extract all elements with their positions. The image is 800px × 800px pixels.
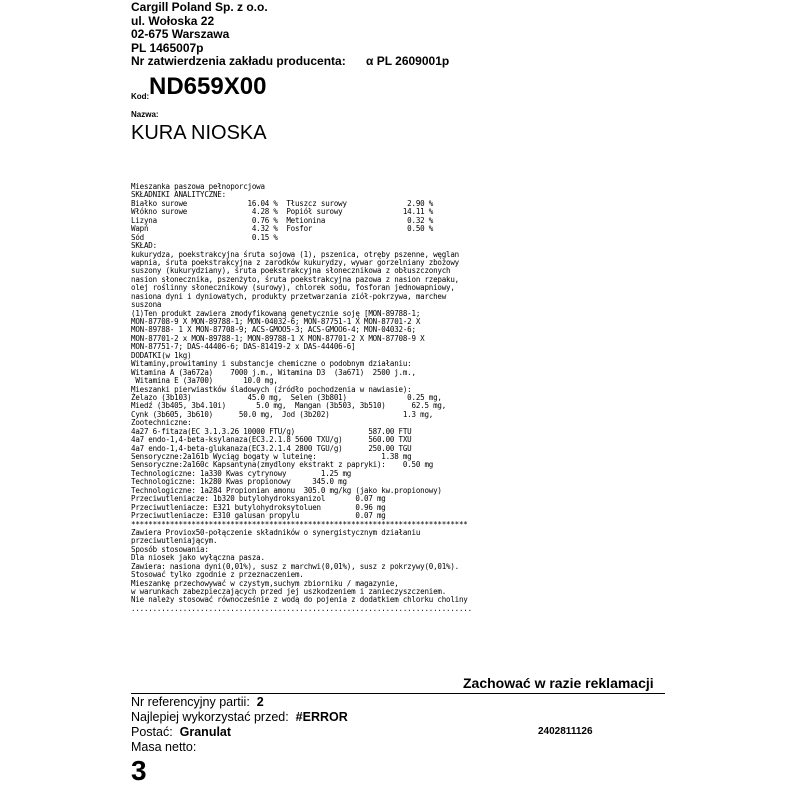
composition-line: Witamina E (3a700) 10.0 mg, <box>131 376 278 386</box>
composition-line: nasion słonecznika, pszenżyto, śruta poekstrakcyjna pazowa z nasion rzepaku, <box>131 274 459 284</box>
composition-block <box>131 183 771 613</box>
composition-line: (1)Ten produkt zawiera zmodyfikowaną genetycznie soję [MON-89788-1; <box>131 308 421 318</box>
composition-line: 4a7 endo-1,4-beta-ksylanaza(EC3.2.1.8 5600 TXU/g) 560.00 TXU <box>131 435 412 445</box>
composition-line: olej roślinny słonecznikowy (surowy), chlorek sodu, fosforan jednowapniowy, <box>131 283 455 293</box>
reference-number: 2402811126 <box>538 726 593 737</box>
composition-line: MON-87751-7; DAS-44406-6; DAS-81419-2 x DAS-44406-6] <box>131 342 356 352</box>
composition-line: Lizyna 0.76 % Metionina 0.32 % <box>131 215 434 225</box>
composition-line: 4a27 6-fitaza(EC 3.1.3.26 10000 FTU/g) 587.00 FTU <box>131 426 412 436</box>
composition-line: Technologiczne: 1a330 Kwas cytrynowy 1.25 mg <box>131 468 352 478</box>
composition-line: nasiona dyni i dyniowatych, produkty przetwarzania ziół-pokrzywa, marchew <box>131 291 447 301</box>
composition-line: Przeciwutleniacze: 1b320 butylohydroksyanizol 0.07 mg <box>131 494 386 504</box>
composition-line: suszony (kukurydziany), śruta poekstrakcyjna słonecznikowa z obłuszczonych <box>131 266 451 276</box>
composition-line: Mieszanka paszowa pełnoporcjowa <box>131 182 265 191</box>
composition-line: Mieszanki pierwiastków śladowych (źródło pochodzenia w nawiasie): <box>131 384 412 394</box>
composition-line: Stosować tylko zgodnie z przeznaczeniem. <box>131 570 304 580</box>
composition-line: Witaminy,prowitaminy i substancje chemiczne o podobnym działaniu: <box>131 359 412 369</box>
composition-line: Zawiera Proviox50-połączenie składników o synergistycznym działaniu <box>131 527 421 537</box>
composition-line: przeciwutleniającym. <box>131 536 218 546</box>
composition-line: Dla niosek jako wyłączna pasza. <box>131 553 265 563</box>
best-before-value: #ERROR <box>295 710 348 724</box>
net-mass-value: 3 <box>131 755 147 786</box>
composition-line: Technologiczne: 1a284 Propionian amonu 305.0 mg/kg (jako kw.propionowy) <box>131 485 442 495</box>
composition-line: Witamina A (3a672a) 7000 j.m., Witamina D3 (3a671) 2500 j.m., <box>131 367 416 377</box>
keep-notice: Zachować w razie reklamacji <box>463 675 654 691</box>
composition-line: ............................................................................... <box>131 603 472 613</box>
code-label: Kod: <box>131 92 150 101</box>
composition-line: ****************************************************************************** <box>131 519 468 529</box>
best-before-label: Najlepiej wykorzystać przed: <box>131 710 289 724</box>
approval-label: Nr zatwierdzenia zakładu producenta: <box>131 54 346 68</box>
composition-line: Zootechniczne: <box>131 418 192 428</box>
composition-line: Przeciwutleniacze: E310 galusan propylu 0.07 mg <box>131 511 386 521</box>
composition-line: Białko surowe 16.04 % Tłuszcz surowy 2.90 % <box>131 198 434 208</box>
batch-label: Nr referencyjny partii: <box>131 695 250 709</box>
composition-line: Mieszankę przechowywać w czystym,suchym zbiorniku / magazynie, <box>131 578 399 588</box>
company-street: ul. Wołoska 22 <box>131 13 215 28</box>
form-value: Granulat <box>179 725 232 739</box>
composition-line: Sensoryczne:2a160c Kapsantyna(zmydlony ekstrakt z papryki): 0.50 mg <box>131 460 434 470</box>
composition-line: Technologiczne: 1k280 Kwas propionowy 345.0 mg <box>131 477 347 487</box>
composition-line: Zawiera: nasiona dyni(0,01%), susz z marchwi(0,01%), susz z pokrzywy(0,01%). <box>131 561 459 571</box>
batch-value: 2 <box>256 695 264 709</box>
composition-line: wapnia, śruta poekstrakcyjna z zarodków kukurydzy, wywar gorzelniany zbożowy <box>131 257 459 267</box>
composition-line: DODATKI(w 1kg) <box>131 350 192 360</box>
composition-line: MON-87708-9 X MON-89788-1; MON-04032-6; MON-87751-1 X MON-87701-2 X <box>131 317 421 326</box>
footer-divider <box>131 693 665 694</box>
composition-line: w warunkach zabezpieczających przed jej uszkodzeniem i zanieczyszczeniem. <box>131 587 447 596</box>
composition-line: MON-87701-2 x MON-89788-1; MON-89788-1 X MON-87701-2 X MON-87708-9 X <box>131 333 425 343</box>
product-code: ND659X00 <box>149 73 267 100</box>
name-label: Nazwa: <box>131 110 159 119</box>
form-row <box>131 725 231 740</box>
composition-line: 4a7 endo-1,4-beta-glukanaza(EC3.2.1.4 2800 TGU/g) 250.00 TGU <box>131 443 412 453</box>
batch-row <box>131 695 264 710</box>
composition-line: suszona <box>131 300 162 310</box>
composition-line: Sensoryczne:2a161b Wyciąg bogaty w luteinę: 1.38 mg <box>131 452 412 461</box>
composition-line: Sposób stosowania: <box>131 544 209 554</box>
composition-line: Żelazo (3b103) 45.0 mg, Selen (3b801) 0.25 mg, <box>131 392 442 402</box>
composition-line: Włókno surowe 4.28 % Popiół surowy 14.11 % <box>131 207 434 217</box>
net-mass-label: Masa netto: <box>131 740 197 754</box>
form-label: Postać: <box>131 725 173 739</box>
composition-line: SKŁADNIKI ANALITYCZNE: <box>131 190 226 200</box>
company-name: Cargill Poland Sp. z o.o. <box>131 0 268 14</box>
composition-line: kukurydza, poekstrakcyjna śruta sojowa (1), pszenica, otręby pszenne, węglan <box>131 249 459 259</box>
approval-value: α PL 2609001p <box>366 54 450 68</box>
composition-line: Nie należy stosować równocześnie z wodą do pojenia z dodatkiem chlorku choliny <box>131 595 468 605</box>
composition-line: Przeciwutleniacze: E321 butylohydroksytoluen 0.96 mg <box>131 502 386 512</box>
company-vet-number: PL 1465007p <box>131 40 204 55</box>
product-name: KURA NIOSKA <box>131 122 267 144</box>
composition-line: Miedź (3b405, 3b4.10i) 5.0 mg, Mangan (3b503, 3b510) 62.5 mg, <box>131 401 447 411</box>
composition-line: MON-89788- 1 X MON-87708-9; ACS-GMOO5-3; ACS-GMOO6-4; MON-04032-6; <box>131 325 416 335</box>
company-city: 02-675 Warszawa <box>131 27 230 41</box>
composition-line: Cynk (3b605, 3b610) 50.0 mg, Jod (3b202) 1.3 mg, <box>131 409 434 419</box>
composition-line: Wapń 4.32 % Fosfor 0.50 % <box>131 224 434 234</box>
best-before-row <box>131 710 348 725</box>
composition-line: Sód 0.15 % <box>131 232 278 242</box>
composition-line: SKŁAD: <box>131 241 157 251</box>
